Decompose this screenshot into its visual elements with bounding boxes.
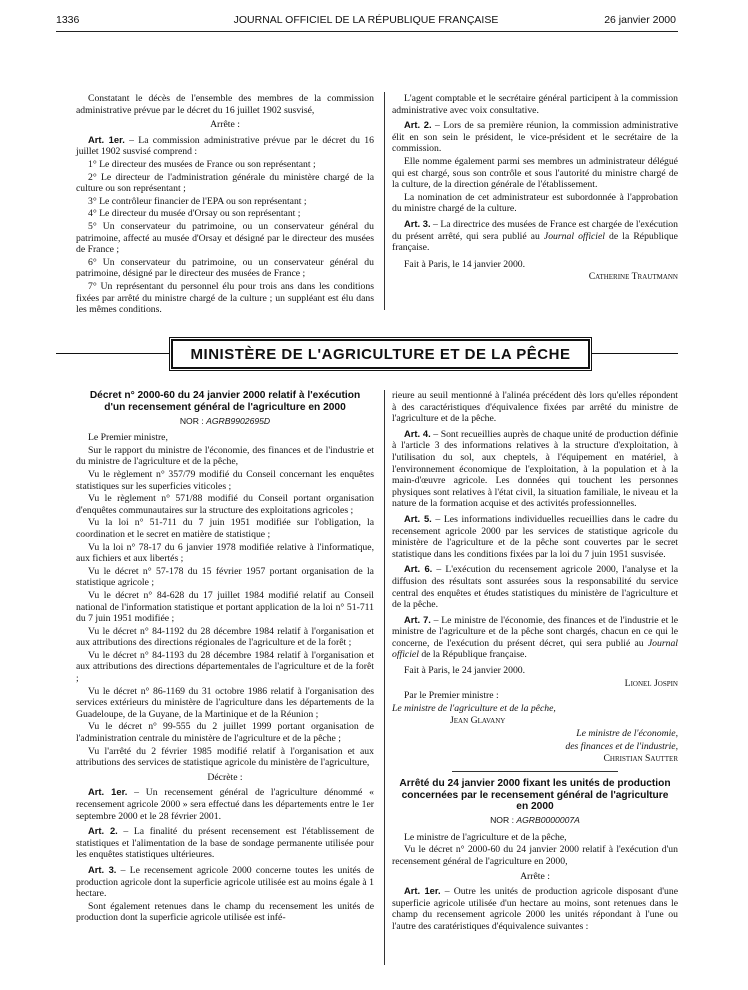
article-label: Art. 1er. — [404, 885, 441, 897]
article — [392, 428, 678, 510]
list-item: 7° Un représentant du personnel élu pour trois ans dans les conditions fixées par arrêté du ministre chargé de la culture ; un suppléant est élu dans les mêmes conditions. — [76, 280, 374, 316]
article — [392, 563, 678, 610]
minister-title: Le ministre de l'agriculture et de la pêche, — [392, 702, 556, 714]
page-header — [56, 14, 676, 30]
decret-column — [76, 390, 374, 925]
column-divider — [384, 390, 385, 965]
section-rule — [452, 771, 618, 772]
paragraph: Vu le règlement n° 571/88 modifié du Conseil portant organisation d'enquêtes communautaires sur la structure des exploitations agricoles ; — [76, 493, 374, 516]
article — [392, 218, 678, 254]
article-label: Art. 7. — [404, 613, 431, 625]
minister-title: des finances et de l'industrie, — [565, 740, 678, 752]
signature-date: Fait à Paris, le 24 janvier 2000. — [404, 665, 526, 677]
signature-date: Fait à Paris, le 14 janvier 2000. — [404, 258, 526, 270]
paragraph: Vu le règlement n° 357/79 modifié du Conseil concernant les enquêtes statistiques sur les superficies viticoles ; — [76, 468, 374, 492]
header-rule — [56, 31, 678, 32]
journal-name: Journal officiel — [392, 637, 678, 661]
article-label: Art. 6. — [404, 563, 433, 575]
paragraph: Le ministre de l'agriculture et de la pêche, — [404, 831, 567, 843]
paragraph: Elle nomme également parmi ses membres un administrateur délégué qui est chargé, sous son contrôle et sous l'autorité du ministre chargé de la culture, de la direction générale de l'établissement. — [392, 155, 678, 191]
article-text: – L'exécution du recensement agricole 2000, l'analyse et la diffusion des résultats sont assurées sous la responsabilité du service central des enquêtes et études statistiques du ministère de l'agriculture et de la pêche. — [392, 564, 678, 611]
decret-title: Décret n° 2000-60 du 24 janvier 2000 relatif à l'exécution d'un recensement général de l'agriculture en 2000 — [89, 390, 361, 413]
article-text: – Les informations individuelles recueillies dans le cadre du recensement agricole 2000 par les services de statistique agricole du ministère de l'agriculture et de la pêche sont couvertes par le secret statistique dans les conditions fixées par la loi du 7 juin 1951 susvisée. — [392, 513, 678, 560]
article-label: Art. 3. — [88, 863, 117, 875]
paragraph: rieure au seuil mentionné à l'alinéa précédent dès lors qu'elles répondent à des caractéristiques d'équivalence fixées par arrêté du ministre de l'agriculture et de la pêche. — [392, 390, 678, 425]
paragraph: Constatant le décès de l'ensemble des membres de la commission administrative prévue par le décret du 16 juillet 1902 susvisé, — [76, 93, 374, 116]
paragraph: Vu le décret n° 84-1193 du 28 décembre 1984 relatif à l'organisation et aux attributions des directions départementales de l'agriculture et de la forêt ; — [76, 649, 374, 685]
article-text-end: de la République française. — [418, 649, 527, 661]
paragraph: Vu la loi n° 78-17 du 6 janvier 1978 modifiée relative à l'informatique, aux fichiers et aux libertés ; — [76, 541, 374, 565]
paragraph: L'agent comptable et le secrétaire général participent à la commission administrative avec voix consultative. — [392, 93, 678, 116]
ministry-banner: MINISTÈRE DE L'AGRICULTURE ET DE LA PÊCHE — [171, 339, 590, 369]
article-text: – Sont recueillies auprès de chaque unité de production définie à l'article 3 des informations relatives à la structure d'exploitation, à l'utilisation du sol, aux cheptels, à l'équipement en matériel, à l'environnement économique de l'exploitation, à la population et à la main-d'œuvre agricole. Les données qui touchent les personnes physiques sont relatives à l'état civil, la situation familiale, le niveau et la nature de la formation acquise et des activités professionnelles. — [392, 428, 678, 510]
nor-label: NOR : — [490, 815, 514, 826]
nor-reference — [392, 815, 678, 827]
arrete-heading: Arrête : — [210, 119, 240, 131]
top-left-column — [76, 93, 374, 317]
article — [392, 513, 678, 560]
column-divider — [384, 92, 385, 310]
countersign-intro: Par le Premier ministre : — [404, 690, 499, 702]
paragraph: Le Premier ministre, — [88, 432, 168, 444]
article-text: – La commission administrative prévue par le décret du 16 juillet 1902 susvisé comprend : — [76, 134, 374, 158]
article-text-end: de la République française. — [392, 230, 678, 254]
article-label: Art. 5. — [404, 512, 432, 524]
paragraph: Vu le décret n° 84-628 du 17 juillet 1984 modifié relatif au Conseil national de l'information statistique et portant application de la loi n° 51-711 du 7 juin 1951 modifiée ; — [76, 589, 374, 625]
banner-line-right — [590, 353, 678, 354]
article — [392, 119, 678, 155]
article — [76, 825, 374, 861]
article-label: Art. 2. — [404, 119, 432, 131]
journal-title: JOURNAL OFFICIEL DE LA RÉPUBLIQUE FRANÇAISE — [233, 14, 499, 26]
arrete-title: Arrêté du 24 janvier 2000 fixant les unités de production concernées par le recensement général de l'agriculture en 2000 — [399, 777, 671, 813]
paragraph: Vu le décret n° 86-1169 du 31 octobre 1986 relatif à l'organisation des services extérieurs du ministère de l'agriculture dans les départements de la Guadeloupe, de la Guyane, de la Martinique et de la Réunion ; — [76, 685, 374, 720]
article — [392, 885, 678, 932]
list-item: 1° Le directeur des musées de France ou son représentant ; — [88, 158, 316, 170]
list-item: 6° Un conservateur du patrimoine, ou un conservateur général du patrimoine, désigné par le directeur des musées de France ; — [76, 256, 374, 280]
right-column — [392, 390, 678, 934]
paragraph: Vu le décret n° 99-555 du 2 juillet 1999 portant organisation de l'administration centrale du ministère de l'agriculture et de la pêche ; — [76, 721, 374, 745]
top-right-column — [392, 93, 678, 284]
banner-line-left — [56, 353, 169, 354]
article-text: – Outre les unités de production agricole disposant d'une superficie agricole utilisée d'un hectare au moins, sont retenues dans le champ du recensement agricole 2000 les unités répondant à l'une ou l'autre des caratéristiques d'équivalence suivantes : — [392, 886, 678, 932]
article-label: Art. 1er. — [88, 133, 125, 145]
paragraph: Vu l'arrêté du 2 février 1985 modifié relatif à l'organisation et aux attributions des services de statistique agricole du ministère de l'agriculture, — [76, 745, 374, 769]
paragraph: La nomination de cet administrateur est subordonnée à l'approbation du ministre chargé de la culture. — [392, 191, 678, 215]
paragraph: Sont également retenues dans le champ du recensement les unités de production dont la superficie agricole utilisée est infé- — [76, 900, 374, 924]
article — [76, 786, 374, 822]
article-text: – La finalité du présent recensement est l'établissement de statistiques et l'alimentation de la base de sondage permanente utilisée pour les enquêtes statistiques ultérieures. — [76, 826, 375, 861]
article — [76, 864, 374, 900]
list-item: 5° Un conservateur du patrimoine, ou un conservateur général du patrimoine, affecté au musée d'Orsay et désigné par le directeur des musées de France ; — [76, 220, 374, 256]
decrete-heading: Décrète : — [207, 771, 243, 783]
article-label: Art. 3. — [404, 217, 431, 229]
paragraph: Vu le décret n° 57-178 du 15 février 1957 portant organisation de la statistique agricole ; — [76, 565, 374, 589]
paragraph: Vu le décret n° 84-1192 du 28 décembre 1984 relatif à l'organisation et aux attributions des directions régionales de l'agriculture et de la forêt ; — [76, 625, 374, 649]
page-number: 1336 — [56, 14, 80, 26]
nor-value: AGRB0000007A — [516, 815, 580, 826]
signature: Christian Sautter — [603, 753, 678, 765]
nor-value: AGRB9902695D — [206, 415, 271, 426]
signature: Catherine Trautmann — [588, 271, 678, 283]
signature: Lionel Jospin — [624, 677, 678, 689]
nor-label: NOR : — [179, 415, 204, 426]
article-text: – Le ministre de l'économie, des finances et de l'industrie et le ministre de l'agriculture et de la pêche sont chargés, chacun en ce qui le concerne, de l'exécution du présent décret, qui sera publié au — [392, 614, 678, 649]
article-label: Art. 1er. — [88, 786, 128, 798]
article-text: – La directrice des musées de France est chargée de l'exécution du présent arrêté, qui sera publié au — [392, 218, 678, 242]
article — [76, 134, 374, 158]
list-item: 2° Le directeur de l'administration générale du ministère chargé de la culture ou son représentant ; — [76, 171, 374, 195]
paragraph: Vu la loi n° 51-711 du 7 juin 1951 modifiée sur l'obligation, la coordination et le secret en matière de statistique ; — [76, 517, 374, 540]
issue-date: 26 janvier 2000 — [604, 14, 676, 26]
article-text: – Un recensement général de l'agriculture dénommé « recensement agricole 2000 » sera effectué dans les départements entre le 1er septembre 2000 et le 28 février 2001. — [76, 787, 374, 822]
article — [392, 614, 678, 661]
article-label: Art. 4. — [404, 427, 431, 439]
arrete-heading: Arrête : — [520, 870, 550, 882]
minister-title: Le ministre de l'économie, — [576, 728, 678, 740]
article-text: – Lors de sa première réunion, la commission administrative élit en son sein le président, le vice-président et le secrétaire de la commission. — [392, 120, 678, 155]
paragraph: Sur le rapport du ministre de l'économie, des finances et de l'industrie et du ministre de l'agriculture et de la pêche, — [76, 444, 374, 468]
article-text: – Le recensement agricole 2000 concerne toutes les unités de production agricole dont la superficie agricole utilisée est au moins égale à 1 hectare. — [76, 864, 374, 900]
list-item: 3° Le contrôleur financier de l'EPA ou son représentant ; — [88, 195, 307, 207]
signature: Jean Glavany — [450, 715, 506, 727]
article-label: Art. 2. — [88, 825, 118, 837]
journal-name: Journal officiel — [543, 230, 605, 242]
nor-reference — [76, 416, 374, 428]
paragraph: Vu le décret n° 2000-60 du 24 janvier 2000 relatif à l'exécution d'un recensement général de l'agriculture en 2000, — [392, 844, 678, 867]
list-item: 4° Le directeur du musée d'Orsay ou son représentant ; — [88, 208, 301, 220]
